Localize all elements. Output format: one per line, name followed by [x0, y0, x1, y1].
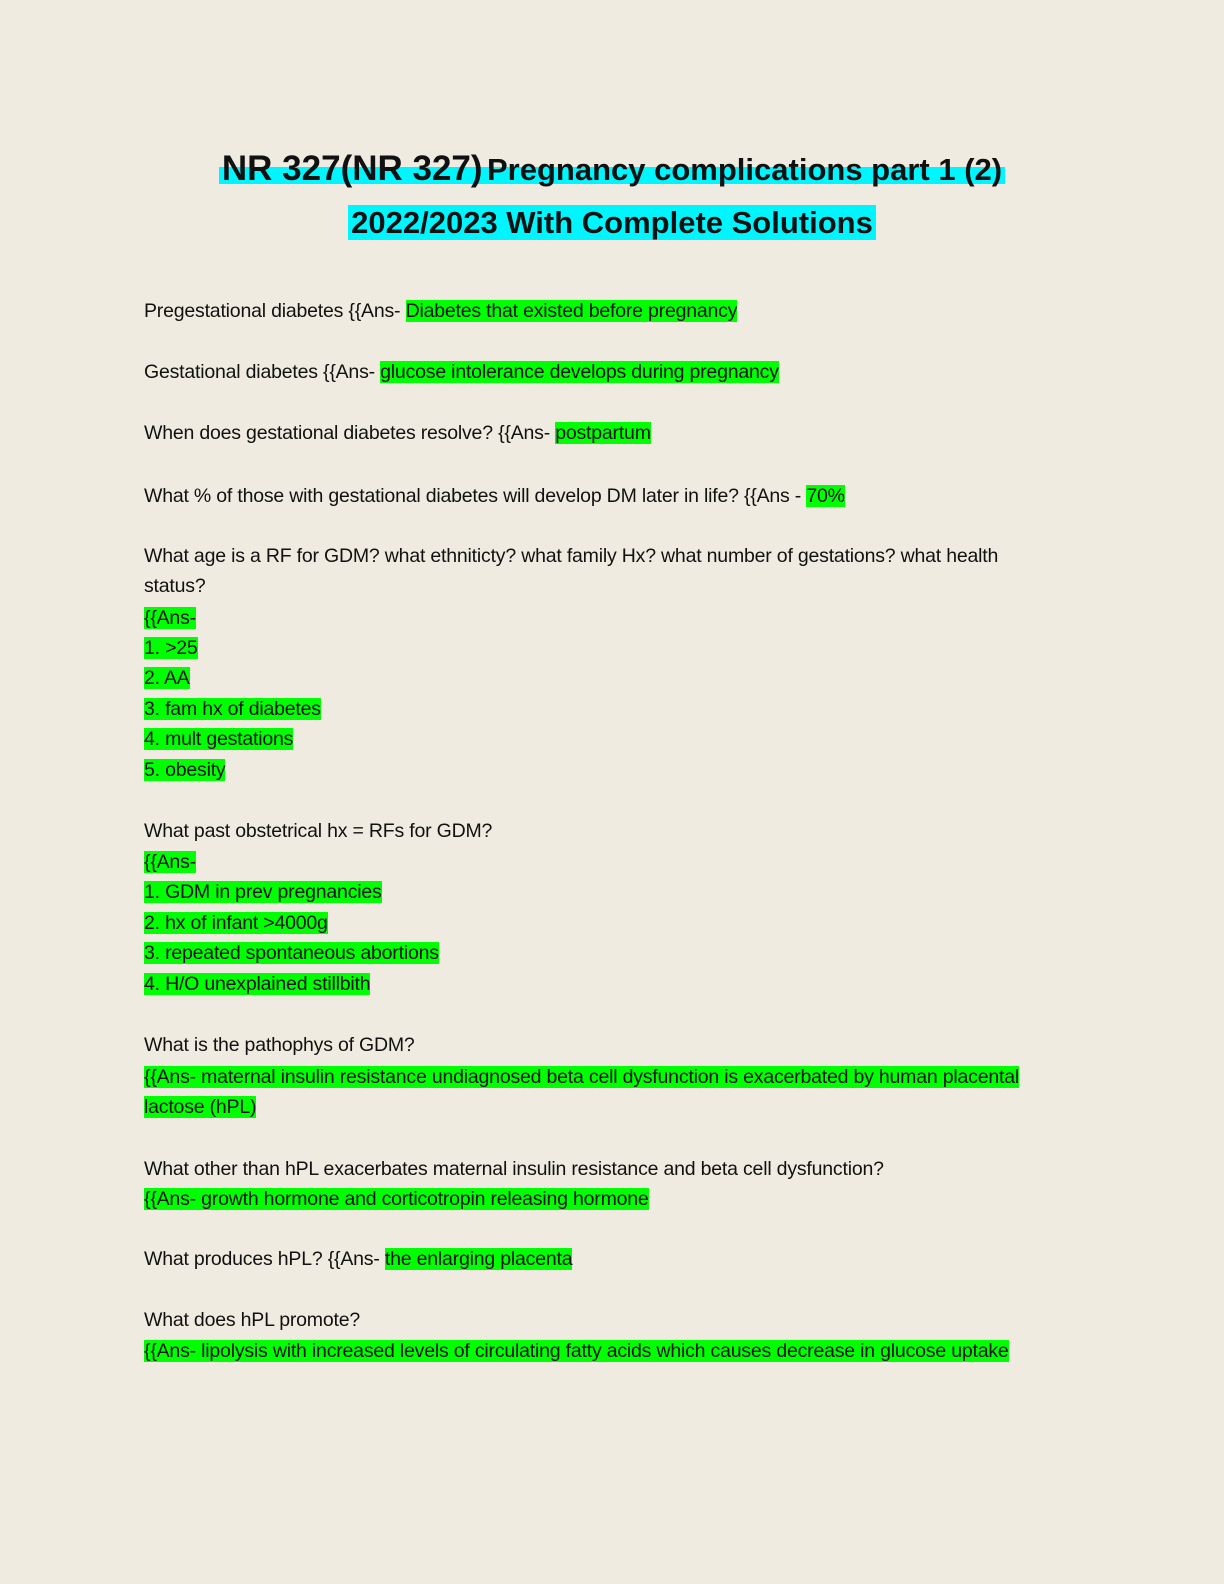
question-text: What past obstetrical hx = RFs for GDM? [144, 820, 493, 842]
question-text: What other than hPL exacerbates maternal insulin resistance and beta cell dysfunction? [144, 1158, 884, 1180]
qa-item [144, 419, 651, 447]
title-topic: Pregnancy complications part 1 (2) [487, 152, 1003, 187]
answer-text: 70% [806, 485, 845, 507]
answer-line: 4. H/O unexplained stillbith [144, 973, 371, 995]
document-title-line-2 [0, 200, 1224, 252]
question-text: What % of those with gestational diabetes will develop DM later in life? {{Ans - [144, 485, 807, 507]
answer-line: {{Ans- [144, 607, 196, 629]
question-text: Gestational diabetes {{Ans- [144, 361, 381, 383]
answer-line: 5. obesity [144, 759, 226, 781]
qa-item [144, 482, 845, 510]
qa-item [144, 297, 737, 325]
title-subtitle: 2022/2023 With Complete Solutions [348, 205, 876, 240]
question-text: Pregestational diabetes {{Ans- [144, 300, 406, 322]
answer-line: {{Ans- growth hormone and corticotropin releasing hormone [144, 1188, 649, 1210]
qa-item [144, 1245, 572, 1273]
answer-line: 1. >25 [144, 637, 198, 659]
answer-line: {{Ans- lipolysis with increased levels of circulating fatty acids which causes decrease in glucose uptake [144, 1340, 1009, 1362]
question-text: status? [144, 575, 206, 597]
document-title-line-1 [0, 146, 1224, 199]
answer-text: the enlarging placenta [384, 1248, 573, 1270]
answer-line: 2. hx of infant >4000g [144, 912, 328, 934]
answer-line: 1. GDM in prev pregnancies [144, 881, 382, 903]
question-text: What is the pathophys of GDM? [144, 1034, 415, 1056]
answer-line: 2. AA [144, 667, 190, 689]
answer-line: 3. fam hx of diabetes [144, 698, 321, 720]
question-text: What produces hPL? {{Ans- [144, 1248, 385, 1270]
answer-text: glucose intolerance develops during pregnancy [380, 361, 779, 383]
answer-text: postpartum [555, 422, 651, 444]
answer-line: 3. repeated spontaneous abortions [144, 942, 439, 964]
question-text: What age is a RF for GDM? what ethniticty? what family Hx? what number of gestations? what health [144, 545, 999, 567]
answer-text: Diabetes that existed before pregnancy [405, 300, 738, 322]
question-text: When does gestational diabetes resolve? {{Ans- [144, 422, 556, 444]
answer-line: 4. mult gestations [144, 728, 294, 750]
answer-line: {{Ans- [144, 851, 196, 873]
answer-line: {{Ans- maternal insulin resistance undiagnosed beta cell dysfunction is exacerbated by human placental [144, 1066, 1019, 1088]
answer-line: lactose (hPL) [144, 1096, 257, 1118]
qa-item [144, 358, 779, 386]
question-text: What does hPL promote? [144, 1309, 361, 1331]
course-code: NR 327(NR 327) [221, 149, 483, 188]
